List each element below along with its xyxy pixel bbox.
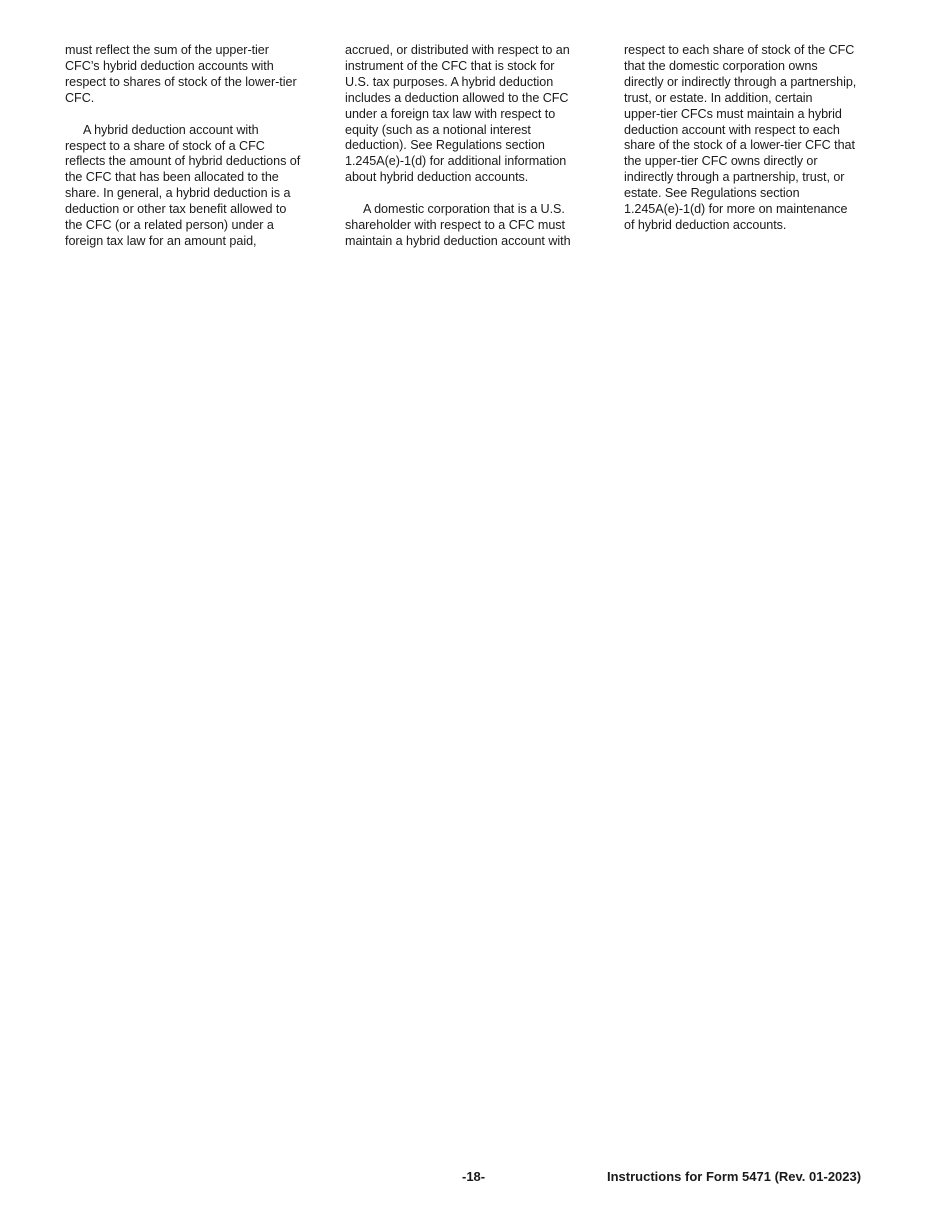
text-column-1 (65, 43, 333, 266)
paragraph: accrued, or distributed with respect to an instrument of the CFC that is stock for U.S. tax purposes. A hybrid deduction includes a deduction allowed to the CFC under a foreign tax law with respect to equity (such as a notional interest deduction). See Regulations section 1.245A(e)-1(d) for additional information about hybrid deduction accounts. (345, 43, 570, 185)
text-column-2 (345, 43, 601, 266)
paragraph (345, 202, 601, 250)
text-column-3 (624, 43, 888, 250)
form-title-footer: Instructions for Form 5471 (Rev. 01-2023) (607, 1169, 862, 1184)
paragraph (65, 123, 333, 250)
paragraph-text: A domestic corporation that is a U.S. shareholder with respect to a CFC must maintain a hybrid deduction account with (345, 202, 571, 248)
paragraph: must reflect the sum of the upper-tier CFC’s hybrid deduction accounts with respect to shares of stock of the lower-tier CFC. (65, 43, 297, 105)
paragraph: respect to each share of stock of the CFC that the domestic corporation owns directly or indirectly through a partnership, trust, or estate. In addition, certain upper-tier CFCs must maintain a hybrid deduction account with respect to each share of the stock of a lower-tier CFC that the upper-tier CFC owns directly or indirectly through a partnership, trust, or estate. See Regulations section 1.245A(e)-1(d) for more on maintenance of hybrid deduction accounts. (624, 43, 857, 232)
page-number: -18- (462, 1169, 486, 1184)
paragraph-text: A hybrid deduction account with respect to a share of stock of a CFC reflects the amount of hybrid deductions of the CFC that has been allocated to the share. In general, a hybrid deduction is a deduction or other tax benefit allowed to the CFC (or a related person) under a foreign tax law for an amount paid, (65, 122, 301, 248)
